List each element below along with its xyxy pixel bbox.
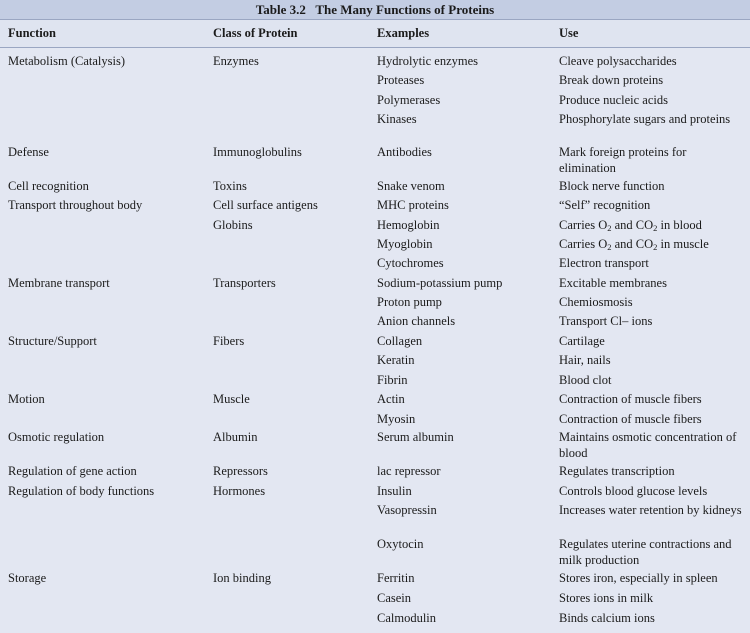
cell-class: Cell surface antigens: [213, 198, 318, 212]
cell-example: Actin: [377, 392, 405, 406]
cell-example: Anion channels: [377, 314, 456, 328]
cell-example: Collagen: [377, 334, 423, 348]
cell-example: Sodium-potassium pump: [377, 276, 503, 290]
column-header-use: Use: [559, 26, 579, 40]
cell-class: Hormones: [213, 484, 266, 498]
cell-example: Keratin: [377, 353, 415, 367]
cell-use: Binds calcium ions: [559, 611, 655, 625]
cell-function: Defense: [8, 145, 49, 159]
column-header-function: Function: [8, 26, 56, 40]
cell-example: Casein: [377, 591, 412, 605]
cell-example: Proton pump: [377, 295, 442, 309]
cell-example: MHC proteins: [377, 198, 449, 212]
cell-use: Contraction of muscle fibers: [559, 412, 702, 426]
cell-function: Structure/Support: [8, 334, 97, 348]
cell-use: Maintains osmotic concentration of blood: [559, 430, 737, 460]
cell-class: Repressors: [213, 464, 268, 478]
cell-example: Calmodulin: [377, 611, 437, 625]
cell-class: Ion binding: [213, 571, 271, 585]
cell-function: Cell recognition: [8, 179, 89, 193]
cell-function: Metabolism (Catalysis): [8, 54, 125, 68]
column-header-class: Class of Protein: [213, 26, 298, 40]
cell-use: Stores ions in milk: [559, 591, 654, 605]
cell-function: Motion: [8, 392, 45, 406]
table-header: [0, 19, 750, 48]
cell-example: Insulin: [377, 484, 412, 498]
cell-class: Globins: [213, 218, 253, 232]
cell-function: Regulation of gene action: [8, 464, 137, 478]
cell-use: Block nerve function: [559, 179, 665, 193]
cell-use: Produce nucleic acids: [559, 93, 668, 107]
cell-use: Increases water retention by kidneys: [559, 503, 742, 517]
cell-example: Antibodies: [377, 145, 432, 159]
cell-use: Stores iron, especially in spleen: [559, 571, 718, 585]
cell-example: Hemoglobin: [377, 218, 440, 232]
cell-class: Immunoglobulins: [213, 145, 302, 159]
cell-class: Toxins: [213, 179, 247, 193]
cell-use: Transport Cl– ions: [559, 314, 653, 328]
cell-use: Excitable membranes: [559, 276, 667, 290]
cell-example: lac repressor: [377, 464, 441, 478]
cell-use: Break down proteins: [559, 73, 664, 87]
cell-example: Snake venom: [377, 179, 445, 193]
cell-example: Myosin: [377, 412, 416, 426]
cell-example: Oxytocin: [377, 537, 424, 551]
cell-use: Chemiosmosis: [559, 295, 633, 309]
cell-use: Hair, nails: [559, 353, 611, 367]
cell-use: “Self” recognition: [559, 198, 651, 212]
cell-function: Storage: [8, 571, 47, 585]
cell-function: Membrane transport: [8, 276, 110, 290]
cell-example: Serum albumin: [377, 430, 454, 444]
cell-use: Contraction of muscle fibers: [559, 392, 702, 406]
cell-class: Muscle: [213, 392, 250, 406]
cell-use: Carries $O_2$ and $CO_2$ in muscle: [559, 237, 709, 252]
cell-example: Cytochromes: [377, 256, 444, 270]
cell-use: Regulates transcription: [559, 464, 675, 478]
cell-use: Cleave polysaccharides: [559, 54, 677, 68]
cell-class: Enzymes: [213, 54, 259, 68]
cell-class: Albumin: [213, 430, 258, 444]
cell-use: Carries $O_2$ and $CO_2$ in blood: [559, 218, 702, 233]
cell-use: Regulates uterine contractions and milk production: [559, 537, 732, 567]
cell-example: Myoglobin: [377, 237, 433, 251]
caption-label: Table 3.2: [255, 2, 306, 17]
cell-example: Kinases: [377, 112, 417, 126]
cell-use: Phosphorylate sugars and proteins: [559, 112, 731, 126]
cell-use: Blood clot: [559, 373, 612, 387]
cell-example: Hydrolytic enzymes: [377, 54, 479, 68]
cell-use: Cartilage: [559, 334, 605, 348]
cell-function: Osmotic regulation: [8, 430, 105, 444]
column-header-examples: Examples: [377, 26, 430, 40]
cell-use: Controls blood glucose levels: [559, 484, 708, 498]
table-body: [0, 48, 750, 632]
table-caption: [0, 0, 750, 19]
cell-example: Ferritin: [377, 571, 415, 585]
caption-title: The Many Functions of Proteins: [315, 2, 495, 17]
cell-example: Fibrin: [377, 373, 408, 387]
cell-function: Regulation of body functions: [8, 484, 155, 498]
cell-example: Vasopressin: [377, 503, 437, 517]
cell-class: Transporters: [213, 276, 276, 290]
cell-example: Proteases: [377, 73, 425, 87]
cell-example: Polymerases: [377, 93, 441, 107]
cell-use: Mark foreign proteins for elimination: [559, 145, 687, 175]
cell-use: Electron transport: [559, 256, 649, 270]
cell-function: Transport throughout body: [8, 198, 143, 212]
cell-class: Fibers: [213, 334, 245, 348]
